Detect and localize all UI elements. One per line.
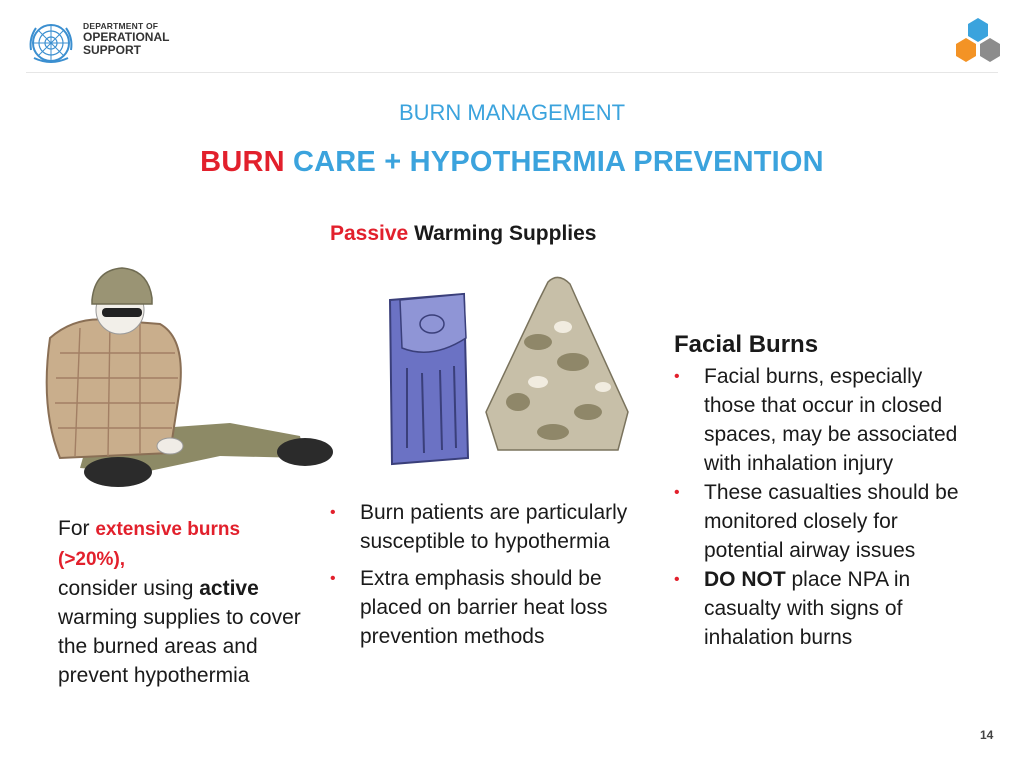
- note-rest: warming supplies to cover the burned areas and prevent hypothermia: [58, 606, 301, 687]
- org-line-2: OPERATIONAL: [83, 29, 170, 44]
- bullet-dot: •: [674, 484, 680, 501]
- bullet-bold: DO NOT: [704, 568, 786, 591]
- facial-burns-heading: Facial Burns: [674, 331, 819, 358]
- bullet-text: Facial burns, especially those that occur in closed spaces, may be associated with inhalation injury: [704, 365, 958, 475]
- list-item: [330, 498, 630, 556]
- extensive-burns-note: [58, 514, 308, 690]
- facial-burns-list: [674, 362, 974, 652]
- slide-title: [0, 146, 1024, 179]
- bullet-dot: •: [674, 571, 680, 588]
- header-divider: [26, 72, 998, 73]
- note-highlight: extensive burns (>20%),: [58, 519, 241, 570]
- bullet-text: Burn patients are particularly susceptible to hypothermia: [360, 501, 628, 553]
- bullet-dot: •: [330, 570, 336, 587]
- slide-subtitle: BURN MANAGEMENT: [398, 100, 626, 125]
- bullet-text: Extra emphasis should be placed on barrier heat loss prevention methods: [360, 567, 608, 648]
- org-line-1: DEPARTMENT OF: [83, 21, 159, 31]
- supplies-heading: [330, 222, 597, 246]
- org-name: [83, 22, 169, 56]
- facial-burns-section: [674, 330, 974, 652]
- poncho-illustration: [478, 272, 638, 462]
- supplies-heading-red: Passive: [330, 222, 409, 245]
- list-item: [674, 565, 974, 652]
- bullet-text: place NPA in casualty with signs of inhalation burns: [704, 568, 911, 649]
- bullet-text: These casualties should be monitored closely for potential airway issues: [704, 481, 959, 562]
- seated-soldier-illustration: [20, 258, 340, 493]
- hypothermia-bullet-list: [330, 498, 630, 659]
- hexagon-cluster-icon: [952, 16, 1004, 66]
- note-line-a: consider using: [58, 577, 200, 600]
- org-line-3: SUPPORT: [83, 42, 142, 57]
- title-blue-words: CARE + HYPOTHERMIA PREVENTION: [284, 146, 824, 178]
- bullet-dot: •: [330, 504, 336, 521]
- title-red-word: BURN: [200, 146, 285, 178]
- page-number: 14: [980, 728, 994, 742]
- note-prefix: For: [58, 517, 96, 540]
- bullet-dot: •: [674, 368, 680, 385]
- supplies-heading-rest: Warming Supplies: [408, 222, 597, 245]
- note-bold-word: active: [199, 577, 259, 600]
- list-item: [674, 362, 974, 478]
- list-item: [674, 478, 974, 565]
- list-item: [330, 564, 630, 651]
- un-emblem-icon: [26, 20, 76, 66]
- slide-header: [0, 0, 1024, 72]
- sleeping-bag-illustration: [382, 288, 472, 470]
